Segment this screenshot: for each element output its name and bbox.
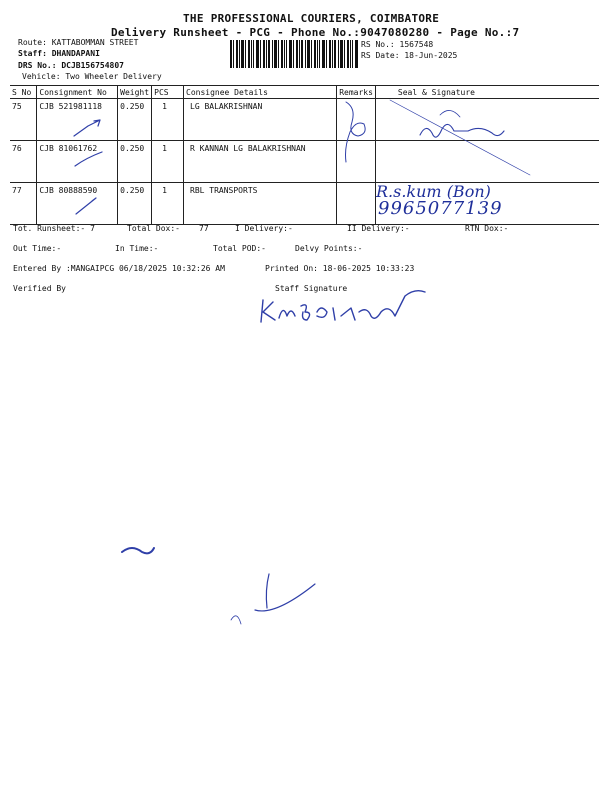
company-title: THE PROFESSIONAL COURIERS, COIMBATORE bbox=[183, 12, 440, 25]
cell-sno: 77 bbox=[10, 183, 37, 225]
handwritten-receiver-name: R.s.kum (Bon) bbox=[376, 182, 491, 201]
entered-by: Entered By :MANGAIPCG 06/18/2025 10:32:26 AM bbox=[13, 264, 225, 273]
header-consignment-no: Consignment No bbox=[37, 86, 118, 99]
handwritten-phone-number: 9965077139 bbox=[378, 198, 503, 219]
cell-consignee: RBL TRANSPORTS bbox=[184, 183, 337, 225]
out-time: Out Time:- bbox=[13, 244, 62, 253]
header-consignee-details: Consignee Details bbox=[184, 86, 337, 99]
delvy-points: Delvy Points:- bbox=[295, 244, 363, 253]
cell-remarks bbox=[337, 183, 376, 225]
cell-weight: 0.250 bbox=[118, 183, 152, 225]
staff-signature-label: Staff Signature bbox=[275, 284, 348, 293]
rs-date: RS Date: 18-Jun-2025 bbox=[361, 51, 458, 60]
i-delivery: I Delivery:- bbox=[235, 224, 293, 233]
cell-sno: 76 bbox=[10, 141, 37, 183]
drs-number: DRS No.: DCJB156754807 bbox=[18, 61, 124, 70]
cell-pcs: 1 bbox=[152, 183, 184, 225]
tot-runsheet: Tot. Runsheet:- 7 bbox=[13, 224, 95, 233]
header-remarks: Remarks bbox=[337, 86, 376, 99]
staff-signature-scribble bbox=[255, 282, 435, 327]
ii-delivery: II Delivery:- bbox=[347, 224, 410, 233]
in-time: In Time:- bbox=[115, 244, 159, 253]
total-dox-value: 77 bbox=[199, 224, 209, 233]
handwritten-tick-mark bbox=[72, 148, 112, 170]
total-dox-label: Total Dox:- bbox=[127, 224, 180, 233]
barcode-image bbox=[230, 40, 358, 68]
vehicle-text: Vehicle: Two Wheeler Delivery bbox=[22, 72, 162, 81]
rs-number: RS No.: 1567548 bbox=[361, 40, 434, 49]
header-seal-signature: Seal & Signature bbox=[375, 86, 599, 99]
cell-consignee: R KANNAN LG BALAKRISHNAN bbox=[184, 141, 337, 183]
handwritten-tick-mark bbox=[72, 194, 112, 218]
header-weight: Weight bbox=[118, 86, 152, 99]
cell-consignment: CJB 521981118 bbox=[37, 99, 118, 141]
cell-sno: 75 bbox=[10, 99, 37, 141]
cell-consignee: LG BALAKRISHNAN bbox=[184, 99, 337, 141]
header-sno: S No bbox=[10, 86, 37, 99]
total-pod: Total POD:- bbox=[213, 244, 266, 253]
cell-weight: 0.250 bbox=[118, 141, 152, 183]
handwritten-tick-mark bbox=[70, 112, 120, 142]
printed-on: Printed On: 18-06-2025 10:33:23 bbox=[265, 264, 415, 273]
cell-pcs: 1 bbox=[152, 99, 184, 141]
rtn-dox: RTN Dox:- bbox=[465, 224, 509, 233]
seal-signature-scribble bbox=[380, 95, 590, 180]
cell-pcs: 1 bbox=[152, 141, 184, 183]
handwritten-mark-faint bbox=[225, 570, 325, 640]
faint-stain-mark bbox=[118, 540, 158, 560]
route-text: Route: KATTABOMMAN STREET bbox=[18, 38, 139, 47]
header-pcs: PCS bbox=[152, 86, 184, 99]
cell-consignment: CJB 80888590 bbox=[37, 183, 118, 225]
cell-consignment: CJB 81061762 bbox=[37, 141, 118, 183]
runsheet-subtitle: Delivery Runsheet - PCG - Phone No.:9047080280 - Page No.:7 bbox=[111, 26, 520, 39]
cell-weight: 0.250 bbox=[118, 99, 152, 141]
verified-by-label: Verified By bbox=[13, 284, 66, 293]
staff-text: Staff: DHANDAPANI bbox=[18, 49, 100, 58]
handwritten-remark-scribble bbox=[336, 98, 376, 166]
